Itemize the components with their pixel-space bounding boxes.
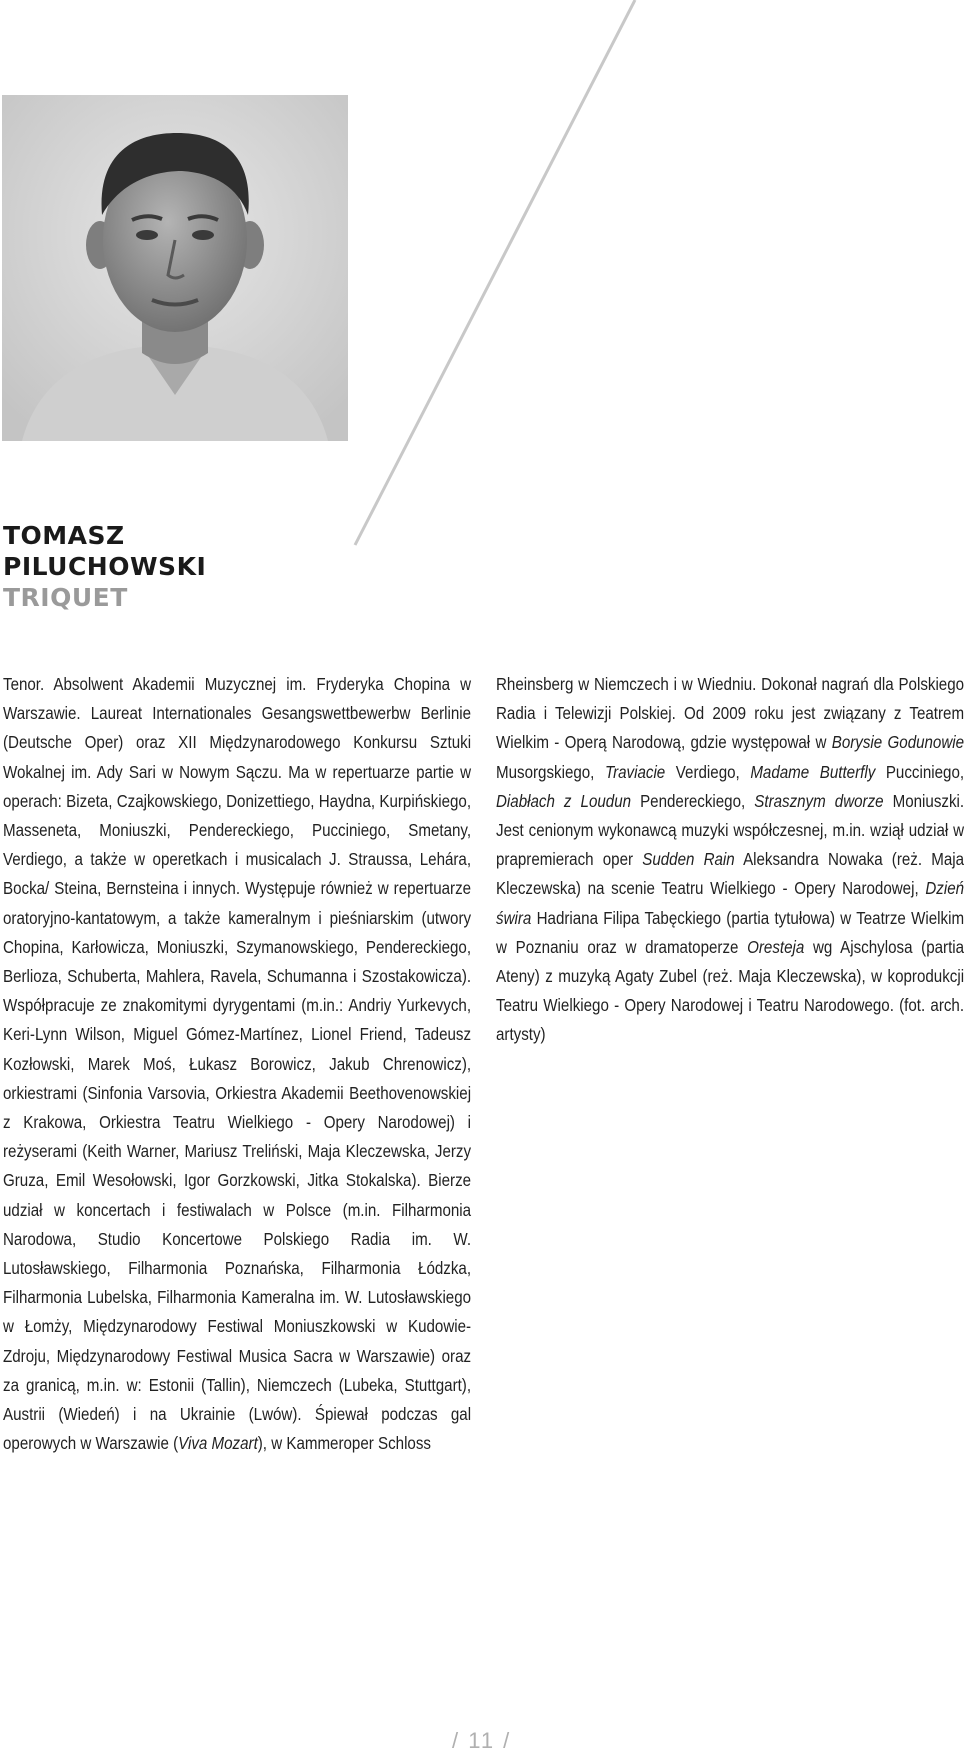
bio-text: Pucciniego, (875, 761, 964, 782)
bio-text: ), w Kammeroper Schloss (257, 1433, 431, 1454)
bio-italic-title: Dzień świra (496, 878, 964, 928)
bio-column-right (496, 670, 964, 1050)
last-name: PILUCHOWSKI (3, 552, 207, 581)
bio-italic-title: Traviacie (604, 761, 666, 782)
first-name: TOMASZ (3, 521, 125, 550)
bio-column-left (3, 670, 471, 1458)
bio-text: Hadriana Filipa Tabęckiego (partia tytułowa) w Teatrze Wielkim w Poznaniu oraz w dramatoperze (496, 907, 964, 957)
bio-text: Musorgskiego, (496, 761, 605, 782)
portrait-image (2, 95, 348, 441)
bio-text: Tenor. Absolwent Akademii Muzycznej im. Fryderyka Chopina w Warszawie. Laureat Internationales Gesangswettbewerbw Berlinie (Deutsche Oper) oraz XII Międzynarodowego Konkursu Sztuki Wokalnej im. Ady Sari w Nowym Sączu. Ma w repertuarze partie w operach: Bizeta, Czajkowskiego, Donizettiego, Haydna, Kurpińskiego, Masseneta, Moniuszki, Pendereckiego, Pucciniego, Smetany, Verdiego, a także w operetkach i musicalach J. Straussa, Lehára, Bocka/ Steina, Bernsteina i innych. Występuje również w repertuarze oratoryjno-kantatowym, a także kameralnym i pieśniarskim (utwory Chopina, Karłowicza, Moniuszki, Szymanowskiego, Pendereckiego, Berlioza, Schuberta, Mahlera, Ravela, Schumanna i Szostakowicza). Współpracuje ze znakomitymi dyrygentami (m.in.: Andriy Yurkevych, Keri-Lynn Wilson, Miguel Gómez-Martínez, Lionel Friend, Tadeusz Kozłowski, Marek Moś, Łukasz Borowicz, Jakub Chrenowicz), orkiestrami (Sinfonia Varsovia, Orkiestra Akademii Beethovenowskiej z Krakowa, Orkiestra Teatru Wielkiego - Opery Narodowej) i reżyserami (Keith Warner, Mariusz Treliński, Maja Kleczewska, Jerzy Gruza, Emil Wesołowski, Igor Gorzkowski, Jitka Stokalska). Bierze udział w koncertach i festiwalach w Polsce (m.in. Filharmonia Narodowa, Studio Koncertowe Polskiego Radia im. W. Lutosławskiego, Filharmonia Poznańska, Filharmonia Łódzka, Filharmonia Lubelska, Filharmonia Kameralna im. W. Lutosławskiego w Łomży, Międzynarodowy Festiwal Moniuszkowski w Kudowie-Zdroju, Międzynarodowy Festiwal Musica Sacra w Warszawie) oraz za granicą, m.in. w: Estonii (Tallin), Niemczech (Lubeka, Stuttgart), Austrii (Wiedeń) i na Ukrainie (Lwów). Śpiewał podczas gal operowych w Warszawie ( (3, 674, 472, 1454)
bio-italic-title: Diabłach z Loudun (496, 790, 632, 811)
page-number: / 11 / (452, 1728, 512, 1753)
bio-text: Pendereckiego, (631, 790, 755, 811)
bio-text: Verdiego, (665, 761, 751, 782)
bio-italic-title: Oresteja (747, 936, 805, 957)
bio-italic-title: Borysie Godunowie (831, 732, 964, 753)
role-name: TRIQUET (3, 583, 128, 612)
bio-italic-title: Viva Mozart (178, 1433, 258, 1454)
portrait-photo (2, 95, 348, 441)
name-block (3, 520, 206, 613)
bio-text: Aleksandra Nowaka (reż. Maja Kleczewska) na scenie Teatru Wielkiego - Opery Narodowej, (496, 849, 964, 899)
bio-italic-title: Strasznym dworze (754, 790, 884, 811)
bio-italic-title: Madame Butterfly (750, 761, 876, 782)
bio-text: Moniuszki. Jest cenionym wykonawcą muzyki współczesnej, m.in. wziął udział w prapremierach oper (496, 790, 964, 870)
bio-text: wg Ajschylosa (partia Ateny) z muzyką Agaty Zubel (reż. Maja Kleczewska), w koprodukcji Teatru Wielkiego - Opery Narodowej i Teatru Narodowego. (fot. arch. artysty) (496, 936, 964, 1045)
bio-text: Rheinsberg w Niemczech i w Wiedniu. Dokonał nagrań dla Polskiego Radia i Telewizji Polskiej. Od 2009 roku jest związany z Teatrem Wielkim - Operą Narodową, gdzie występował w (496, 674, 964, 753)
bio-italic-title: Sudden Rain (642, 849, 735, 870)
